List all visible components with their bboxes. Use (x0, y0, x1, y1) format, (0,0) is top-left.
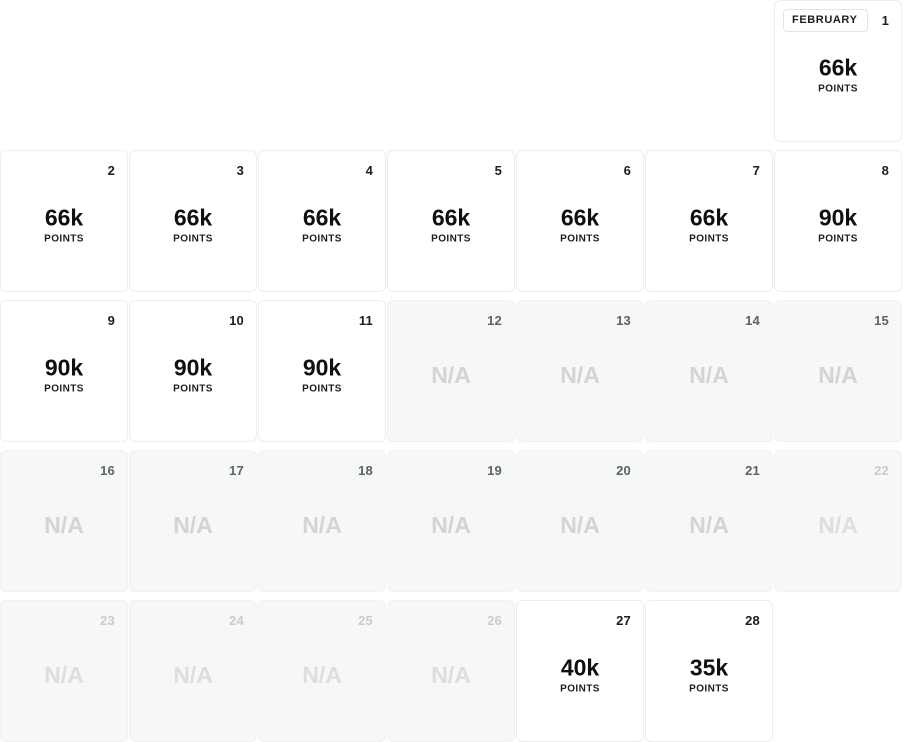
points-value: 66k (818, 54, 858, 81)
points-value: 35k (689, 654, 729, 681)
points-value: 66k (44, 204, 84, 231)
day-cell-body (388, 655, 514, 687)
day-number: 25 (358, 613, 373, 628)
day-number: 21 (745, 463, 760, 478)
day-cell-body (1, 655, 127, 687)
points-value: 90k (818, 204, 858, 231)
day-cell-body (517, 647, 643, 694)
day-cell-body (775, 355, 901, 387)
points-unit-label: POINTS (560, 683, 600, 695)
no-data-value: N/A (44, 511, 84, 538)
day-cell-body (388, 505, 514, 537)
calendar-day-cell[interactable] (516, 450, 644, 592)
day-number: 14 (745, 313, 760, 328)
points-value: 90k (44, 354, 84, 381)
points-unit-label: POINTS (302, 233, 342, 245)
week-row-spacer (0, 592, 904, 600)
points-unit-label: POINTS (44, 383, 84, 395)
no-data-value: N/A (689, 511, 729, 538)
day-cell-body (130, 197, 256, 244)
no-data-value: N/A (173, 661, 213, 688)
day-number: 2 (107, 163, 115, 178)
day-number: 18 (358, 463, 373, 478)
day-cell-body (646, 197, 772, 244)
day-cell-body (646, 647, 772, 694)
calendar-cell-empty (129, 0, 257, 142)
day-cell-body (1, 347, 127, 394)
points-value: 90k (302, 354, 342, 381)
day-cell-body (775, 505, 901, 537)
day-number: 12 (487, 313, 502, 328)
day-cell-body (517, 197, 643, 244)
day-number: 6 (623, 163, 631, 178)
calendar-day-cell[interactable] (387, 450, 515, 592)
day-number: 10 (229, 313, 244, 328)
no-data-value: N/A (431, 661, 471, 688)
points-unit-label: POINTS (560, 233, 600, 245)
calendar-day-cell[interactable] (0, 300, 128, 442)
month-label: FEBRUARY (783, 9, 868, 32)
no-data-value: N/A (818, 511, 858, 538)
calendar-day-cell[interactable] (258, 150, 386, 292)
day-cell-body (259, 655, 385, 687)
calendar-day-cell[interactable] (645, 600, 773, 742)
day-number: 20 (616, 463, 631, 478)
calendar-day-cell[interactable] (516, 300, 644, 442)
day-number: 1 (881, 13, 889, 28)
calendar-day-cell[interactable] (645, 150, 773, 292)
day-cell-body (1, 505, 127, 537)
calendar-day-cell[interactable] (129, 300, 257, 442)
points-unit-label: POINTS (818, 83, 858, 95)
day-cell-body (130, 347, 256, 394)
calendar-day-cell[interactable] (774, 300, 902, 442)
calendar-day-cell[interactable] (774, 0, 902, 142)
calendar-day-cell[interactable] (258, 300, 386, 442)
day-number: 17 (229, 463, 244, 478)
day-cell-body (517, 505, 643, 537)
calendar-day-cell[interactable] (645, 300, 773, 442)
calendar-week-row (0, 0, 904, 142)
points-value: 40k (560, 654, 600, 681)
day-number: 3 (236, 163, 244, 178)
calendar-cell-empty (0, 0, 128, 142)
no-data-value: N/A (431, 361, 471, 388)
points-value: 90k (173, 354, 213, 381)
day-number: 19 (487, 463, 502, 478)
day-cell-body (130, 655, 256, 687)
day-number: 22 (874, 463, 889, 478)
calendar-cell-empty (258, 0, 386, 142)
day-number: 27 (616, 613, 631, 628)
calendar-day-cell[interactable] (258, 600, 386, 742)
day-number: 26 (487, 613, 502, 628)
calendar-week-row (0, 300, 904, 442)
day-cell-body (259, 197, 385, 244)
day-cell-body (388, 355, 514, 387)
calendar-week-row (0, 150, 904, 292)
calendar-day-cell[interactable] (0, 450, 128, 592)
day-cell-body (517, 355, 643, 387)
no-data-value: N/A (302, 661, 342, 688)
points-unit-label: POINTS (689, 233, 729, 245)
day-number: 15 (874, 313, 889, 328)
points-unit-label: POINTS (302, 383, 342, 395)
calendar-day-cell[interactable] (516, 150, 644, 292)
points-value: 66k (173, 204, 213, 231)
day-number: 9 (107, 313, 115, 328)
no-data-value: N/A (302, 511, 342, 538)
calendar-day-cell[interactable] (387, 150, 515, 292)
points-unit-label: POINTS (173, 233, 213, 245)
calendar-cell-empty (516, 0, 644, 142)
points-unit-label: POINTS (173, 383, 213, 395)
points-unit-label: POINTS (44, 233, 84, 245)
points-value: 66k (560, 204, 600, 231)
calendar-day-cell[interactable] (129, 450, 257, 592)
day-number: 8 (881, 163, 889, 178)
day-cell-body (259, 347, 385, 394)
calendar-day-cell[interactable] (129, 600, 257, 742)
day-number: 23 (100, 613, 115, 628)
calendar-day-cell[interactable] (516, 600, 644, 742)
no-data-value: N/A (44, 661, 84, 688)
day-number: 13 (616, 313, 631, 328)
week-row-spacer (0, 442, 904, 450)
calendar-day-cell[interactable] (387, 300, 515, 442)
day-number: 24 (229, 613, 244, 628)
day-number: 11 (358, 313, 373, 328)
calendar-day-cell[interactable] (258, 450, 386, 592)
day-cell-body (646, 505, 772, 537)
week-row-spacer (0, 292, 904, 300)
calendar-day-cell[interactable] (774, 450, 902, 592)
day-number: 7 (752, 163, 760, 178)
points-value: 66k (302, 204, 342, 231)
no-data-value: N/A (173, 511, 213, 538)
calendar-cell-empty (645, 0, 773, 142)
calendar-week-row (0, 600, 904, 742)
points-value: 66k (689, 204, 729, 231)
points-unit-label: POINTS (689, 683, 729, 695)
day-number: 28 (745, 613, 760, 628)
day-cell-body (130, 505, 256, 537)
no-data-value: N/A (560, 361, 600, 388)
no-data-value: N/A (560, 511, 600, 538)
no-data-value: N/A (818, 361, 858, 388)
day-cell-body (388, 197, 514, 244)
day-cell-body (775, 197, 901, 244)
points-unit-label: POINTS (431, 233, 471, 245)
points-value: 66k (431, 204, 471, 231)
day-cell-body (646, 355, 772, 387)
calendar-cell-empty (387, 0, 515, 142)
day-cell-body (775, 47, 901, 94)
calendar-day-cell[interactable] (774, 150, 902, 292)
calendar-week-row (0, 450, 904, 592)
day-number: 5 (494, 163, 502, 178)
calendar-cell-empty (774, 600, 902, 742)
calendar-day-cell[interactable] (0, 600, 128, 742)
week-row-spacer (0, 142, 904, 150)
no-data-value: N/A (689, 361, 729, 388)
calendar-day-cell[interactable] (387, 600, 515, 742)
calendar-day-cell[interactable] (645, 450, 773, 592)
calendar-day-cell[interactable] (129, 150, 257, 292)
day-number: 16 (100, 463, 115, 478)
day-cell-body (259, 505, 385, 537)
day-cell-body (1, 197, 127, 244)
calendar-day-cell[interactable] (0, 150, 128, 292)
day-number: 4 (365, 163, 373, 178)
points-unit-label: POINTS (818, 233, 858, 245)
no-data-value: N/A (431, 511, 471, 538)
